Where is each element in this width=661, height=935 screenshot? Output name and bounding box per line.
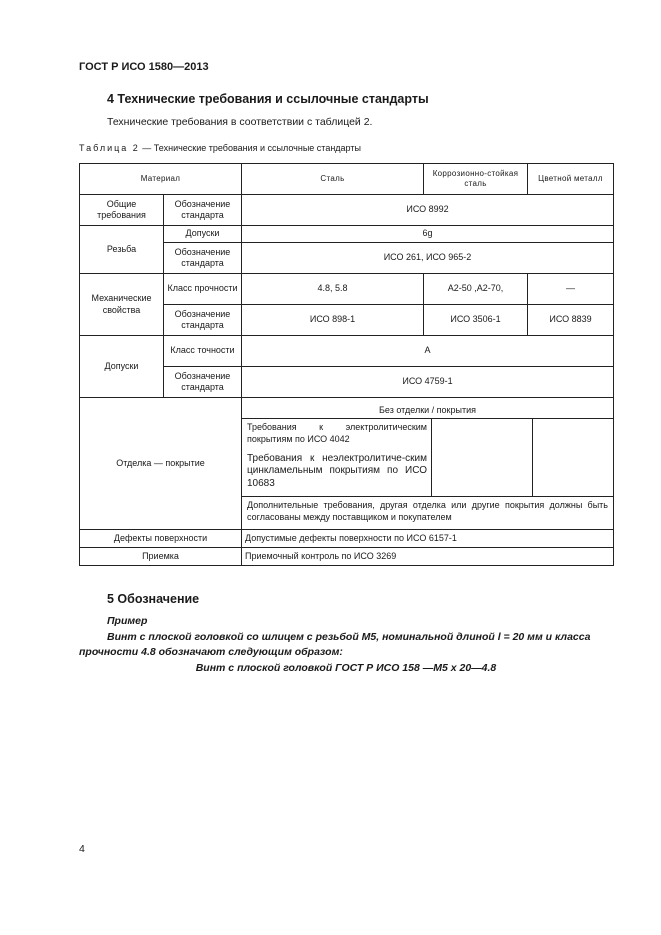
table-caption-number: Таблица 2 (79, 143, 140, 153)
header-steel: Сталь (242, 164, 424, 195)
row-general (80, 195, 614, 226)
row-tolerances-class (80, 336, 614, 367)
defects-label: Дефекты поверхности (80, 530, 242, 548)
finish-group: Отделка — покрытие (80, 398, 242, 530)
general-group: Общие требования (80, 195, 164, 226)
finish-electro: Требования к электролитическим покрытиям по ИСО 4042 (247, 422, 427, 444)
thread-group: Резьба (80, 226, 164, 274)
finish-grid (242, 419, 613, 496)
row-mechanical-class (80, 274, 614, 305)
mechanical-class-nonferrous: — (528, 274, 614, 305)
table-caption (79, 143, 361, 153)
section-5-heading: 5 Обозначение (107, 592, 200, 606)
header-nonferrous: Цветной металл (528, 164, 614, 195)
finish-additional: Дополнительные требования, другая отделка или другие покрытия должны быть согласованы между поставщиком и покупателем (242, 496, 613, 525)
mechanical-std-stainless: ИСО 3506-1 (424, 305, 528, 336)
header-material: Материал (80, 164, 242, 195)
example-label: Пример (107, 615, 148, 627)
thread-tol-label: Допуски (164, 226, 242, 243)
mechanical-std-label: Обозначение стандарта (164, 305, 242, 336)
row-finish (80, 398, 614, 530)
tolerances-std-label: Обозначение стандарта (164, 367, 242, 398)
row-thread-tolerance (80, 226, 614, 243)
requirements-table (79, 163, 614, 566)
mechanical-class-stainless: А2-50 ,А2-70, (424, 274, 528, 305)
thread-std-value: ИСО 261, ИСО 965-2 (242, 243, 614, 274)
table-header-row (80, 164, 614, 195)
tolerances-group: Допуски (80, 336, 164, 398)
page-number: 4 (79, 843, 85, 855)
row-acceptance (80, 548, 614, 566)
defects-value: Допустимые дефекты поверхности по ИСО 6157-1 (242, 530, 614, 548)
thread-std-label: Обозначение стандарта (164, 243, 242, 274)
general-label: Обозначение стандарта (164, 195, 242, 226)
finish-nonelectro: Требования к неэлектролитиче-ским цинкламельным покрытиям по ИСО 10683 (247, 452, 427, 489)
tolerances-class-label: Класс точности (164, 336, 242, 367)
mechanical-class-label: Класс прочности (164, 274, 242, 305)
mechanical-class-steel: 4.8, 5.8 (242, 274, 424, 305)
finish-nonferrous-column (532, 419, 613, 496)
finish-cell (242, 398, 614, 530)
section-4-heading: 4 Технические требования и ссылочные стандарты (107, 92, 429, 106)
thread-tol-value: 6g (242, 226, 614, 243)
finish-title: Без отделки / покрытия (242, 402, 613, 419)
mechanical-group: Механические свойства (80, 274, 164, 336)
acceptance-label: Приемка (80, 548, 242, 566)
mechanical-std-nonferrous: ИСО 8839 (528, 305, 614, 336)
general-value: ИСО 8992 (242, 195, 614, 226)
example-text: Винт с плоской головкой со шлицем с резьбой М5, номинальной длиной l = 20 мм и класса прочности 4.8 обозначают следующим образом: (79, 631, 591, 658)
section-4-intro: Технические требования в соответствии с таблицей 2. (107, 116, 373, 128)
finish-stainless-column (431, 419, 532, 496)
example-result: Винт с плоской головкой ГОСТ Р ИСО 158 —М5 х 20—4.8 (195, 662, 497, 674)
mechanical-std-steel: ИСО 898-1 (242, 305, 424, 336)
tolerances-class-value: А (242, 336, 614, 367)
acceptance-value: Приемочный контроль по ИСО 3269 (242, 548, 614, 566)
header-stainless: Коррозионно-стойкая сталь (424, 164, 528, 195)
table-caption-title: — Технические требования и ссылочные стандарты (139, 143, 361, 153)
finish-steel-column (242, 419, 431, 496)
row-defects (80, 530, 614, 548)
tolerances-std-value: ИСО 4759-1 (242, 367, 614, 398)
document-header: ГОСТ Р ИСО 1580—2013 (79, 61, 209, 73)
